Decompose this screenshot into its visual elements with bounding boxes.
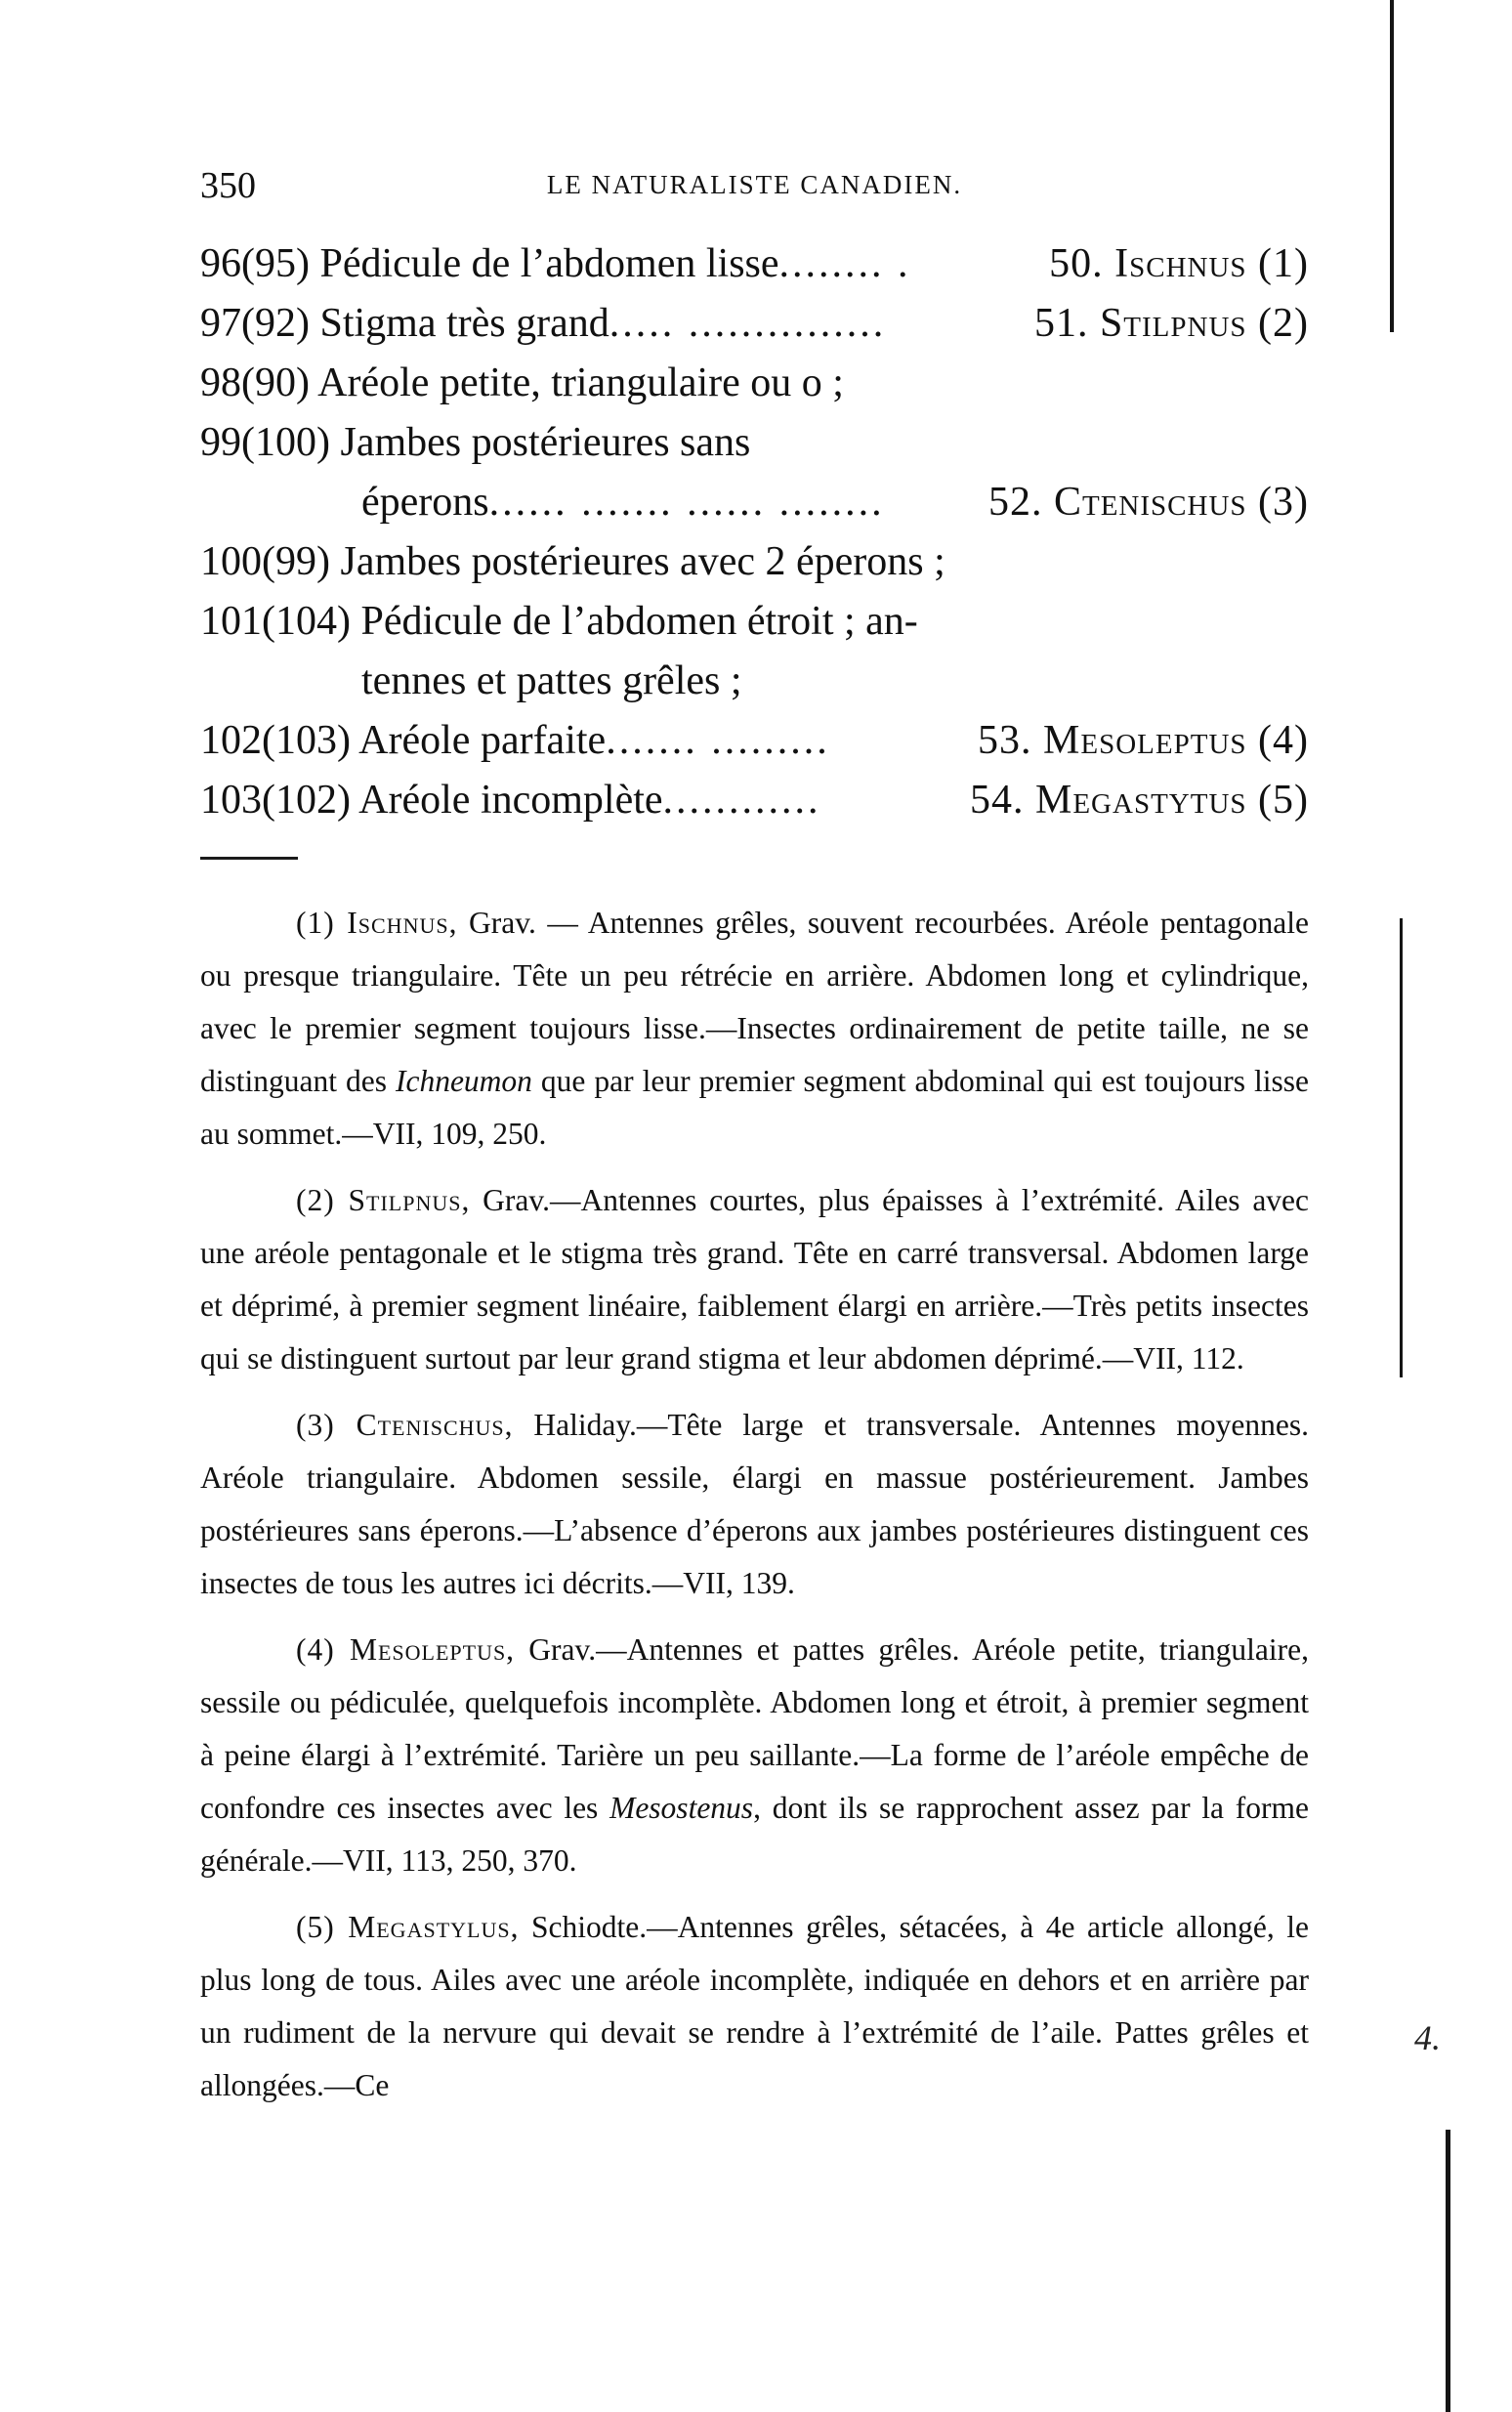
key-entry <box>200 532 945 592</box>
key-leader-dots: ............ <box>662 778 821 823</box>
footnote-label: (3) Ctenischus, <box>296 1408 514 1442</box>
scan-edge-line-top <box>1390 0 1394 332</box>
footnote <box>200 897 1309 1161</box>
footnote-text-continued: que par leur premier segment abdominal qui est toujours lisse au sommet.—VII, 109, 250. <box>200 1064 1309 1151</box>
footnote <box>200 1174 1309 1385</box>
key-row <box>200 234 1309 294</box>
key-entry <box>200 354 844 413</box>
key-leader-dots: ...... ....... ...... ........ <box>488 480 885 525</box>
key-number: 97(92) <box>200 301 310 346</box>
key-text: éperons <box>361 480 489 525</box>
key-entry <box>200 592 918 652</box>
key-row <box>200 652 1309 711</box>
key-text: Stigma très grand <box>319 301 609 346</box>
key-number: 103(102) <box>200 778 351 823</box>
key-genus: 51. Stilpnus (2) <box>1033 301 1309 346</box>
footnote-label: (1) Ischnus, <box>296 906 458 940</box>
key-text: Aréole petite, triangulaire ou o ; <box>317 360 844 405</box>
footnotes <box>200 897 1309 2126</box>
key-row <box>200 413 1309 473</box>
key-text: Pédicule de l’abdomen étroit ; an- <box>360 599 918 644</box>
footnote-genus-name: Ichneumon <box>395 1064 532 1098</box>
footnote-rule <box>200 857 298 860</box>
key-text: Pédicule de l’abdomen lisse <box>319 241 779 286</box>
key-entry <box>200 294 886 354</box>
key-row <box>200 771 1309 830</box>
key-text: Jambes postérieures avec 2 éperons ; <box>340 539 945 584</box>
key-genus: 50. Ischnus (1) <box>1049 241 1309 286</box>
key-number: 100(99) <box>200 539 330 584</box>
key-number: 99(100) <box>200 420 330 465</box>
key-entry <box>200 234 911 294</box>
key-genus: 53. Mesoleptus (4) <box>978 718 1309 763</box>
key-entry <box>361 473 885 532</box>
margin-annotation: 4. <box>1414 2018 1441 2057</box>
footnote-text: Grav.—Antennes et pattes grêles. Aréole petite, triangulaire, sessile ou pédiculée, quelquefois incomplète. Abdomen long et étroit, à premier segment à peine élargi à l’extrémité. Tarière un peu saillante.—La forme de l’aréole empêche de confondre ces insectes avec les <box>200 1632 1309 1825</box>
footnote <box>200 1901 1309 2112</box>
running-title: LE NATURALISTE CANADIEN. <box>546 170 963 199</box>
key-number: 102(103) <box>200 718 351 763</box>
footnote-label: (5) Megastylus, <box>296 1910 520 1944</box>
key-leader-dots: ..... ............... <box>609 301 887 346</box>
key-number: 96(95) <box>200 241 310 286</box>
key-row <box>200 711 1309 771</box>
key-leader-dots: ........ . <box>778 241 911 286</box>
key-entry <box>200 711 830 771</box>
footnote-genus-name: Mesostenus <box>609 1791 754 1825</box>
footnote <box>200 1624 1309 1887</box>
key-row <box>200 592 1309 652</box>
page-header <box>200 164 1309 213</box>
identification-key <box>200 234 1309 830</box>
key-row <box>200 532 1309 592</box>
key-text: Jambes postérieures sans <box>340 420 751 465</box>
key-genus: 54. Megastytus (5) <box>970 778 1309 823</box>
footnote-text: Grav.—Antennes courtes, plus épaisses à l’extrémité. Ailes avec une aréole pentagonale et le stigma très grand. Tête en carré transversal. Abdomen large et déprimé, à premier segment linéaire, faiblement élargi en arrière.—Très petits insectes qui se distinguent surtout par leur grand stigma et leur abdomen déprimé.—VII, 112. <box>200 1183 1310 1375</box>
page-number: 350 <box>200 165 256 206</box>
key-entry <box>200 771 821 830</box>
key-entry <box>361 652 742 711</box>
key-number: 98(90) <box>200 360 310 405</box>
key-text: Aréole incomplète <box>358 778 663 823</box>
footnote-text: Grav. — Antennes grêles, souvent recourbées. Aréole pentagonale ou presque triangulaire. Tête un peu rétrécie en arrière. Abdomen long et cylindrique, avec le premier segment toujours lisse.—Insectes ordinairement de petite taille, ne se distinguant des <box>200 906 1309 1098</box>
key-leader-dots: ....... ......... <box>606 718 830 763</box>
key-row <box>200 354 1309 413</box>
key-text: tennes et pattes grêles ; <box>361 658 742 703</box>
footnote-text: Haliday.—Tête large et transversale. Antennes moyennes. Aréole triangulaire. Abdomen sessile, élargi en massue postérieurement. Jambes postérieures sans éperons.—L’absence d’éperons aux jambes postérieures distinguent ces insectes de tous les autres ici décrits.—VII, 139. <box>200 1408 1309 1600</box>
footnote-text: Schiodte.—Antennes grêles, sétacées, à 4e article allongé, le plus long de tous. Ailes avec une aréole incomplète, indiquée en dehors et en arrière par un rudiment de la nervure qui devait se rendre à l’extrémité de l’aile. Pattes grêles et allongées.—Ce <box>200 1910 1309 2102</box>
key-number: 101(104) <box>200 599 351 644</box>
key-genus: 52. Ctenischus (3) <box>987 480 1309 525</box>
key-text: Aréole parfaite <box>358 718 607 763</box>
footnote <box>200 1399 1309 1610</box>
scan-edge-line-middle <box>1400 918 1403 1377</box>
key-row <box>200 473 1309 532</box>
footnote-label: (2) Stilpnus, <box>296 1183 471 1217</box>
key-entry <box>200 413 750 473</box>
scan-edge-line-bottom <box>1446 2130 1450 2412</box>
footnote-text-continued: , dont ils se rapprochent assez par la forme générale.—VII, 113, 250, 370. <box>200 1791 1310 1878</box>
footnote-label: (4) Mesoleptus, <box>296 1632 516 1667</box>
key-row <box>200 294 1309 354</box>
